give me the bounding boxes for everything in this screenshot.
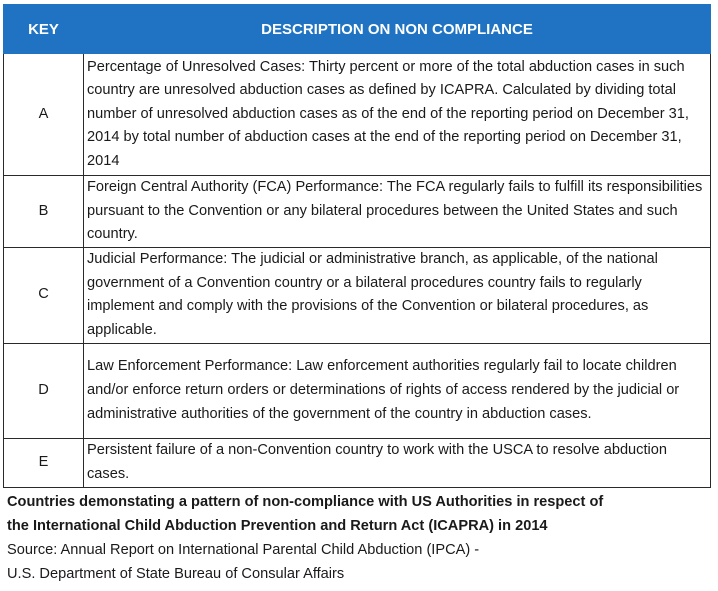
- caption-source-line-1: Source: Annual Report on International Parental Child Abduction (IPCA) -: [7, 542, 480, 558]
- key-cell: E: [4, 438, 84, 487]
- description-cell: Foreign Central Authority (FCA) Performance: The FCA regularly fails to fulfill its responsibilities pursuant to the Convention or any bilateral procedures between the United States and such country.: [84, 176, 711, 248]
- header-description: DESCRIPTION ON NON COMPLIANCE: [84, 5, 711, 54]
- table-header: [4, 5, 711, 54]
- header-key: KEY: [4, 5, 84, 54]
- key-cell: A: [4, 54, 84, 176]
- key-cell: B: [4, 176, 84, 248]
- table-row: [4, 438, 711, 487]
- compliance-key-table: [3, 4, 711, 488]
- key-cell: C: [4, 247, 84, 343]
- table-row: [4, 343, 711, 438]
- compliance-key-table-container: [3, 4, 711, 488]
- description-cell: Percentage of Unresolved Cases: Thirty percent or more of the total abduction cases in such country are unresolved abduction cases as defined by ICAPRA. Calculated by dividing total number of unresolved abduction cases as of the end of the reporting period on December 31, 2014 by total number of abduction cases at the end of the reporting period on December 31, 2014: [84, 54, 711, 176]
- table-row: [4, 176, 711, 248]
- table-row: [4, 54, 711, 176]
- description-cell: Law Enforcement Performance: Law enforcement authorities regularly fail to locate children and/or enforce return orders or determinations of rights of access rendered by the judicial or administrative authorities of the government of the country in abduction cases.: [84, 343, 711, 438]
- figure-caption: [7, 490, 712, 586]
- description-cell: Persistent failure of a non-Convention country to work with the USCA to resolve abduction cases.: [84, 438, 711, 487]
- header-row: [4, 5, 711, 54]
- description-cell: Judicial Performance: The judicial or administrative branch, as applicable, of the national government of a Convention country or a bilateral procedures country fails to regularly implement and comply with the provisions of the Convention or bilateral procedures, as applicable.: [84, 247, 711, 343]
- caption-title-line-1: Countries demonstating a pattern of non-compliance with US Authorities in respect of: [7, 494, 604, 510]
- table-body: [4, 54, 711, 488]
- caption-title-line-2: the International Child Abduction Prevention and Return Act (ICAPRA) in 2014: [7, 518, 548, 534]
- table-row: [4, 247, 711, 343]
- caption-source-line-2: U.S. Department of State Bureau of Consular Affairs: [7, 566, 345, 582]
- key-cell: D: [4, 343, 84, 438]
